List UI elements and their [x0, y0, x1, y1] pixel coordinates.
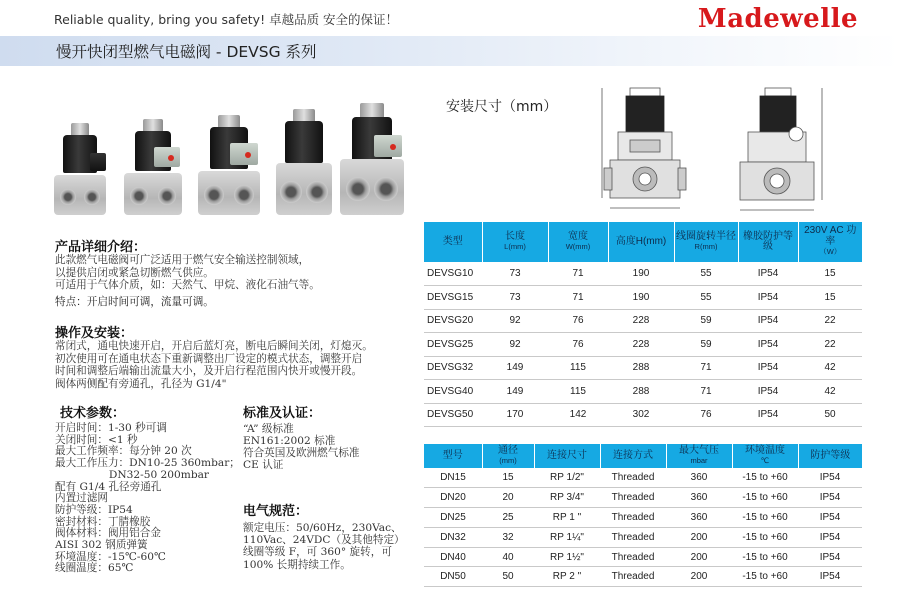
- table-cell: 20: [482, 488, 534, 508]
- table-cell: 15: [798, 262, 862, 286]
- table-cell: RP 1 ": [534, 508, 600, 528]
- table-cell: 73: [482, 286, 548, 310]
- table-cell: 200: [666, 527, 732, 547]
- table-cell: 360: [666, 468, 732, 488]
- valve-photo-3: [198, 115, 260, 215]
- table-cell: 22: [798, 309, 862, 333]
- operation-line: 常闭式，通电快速开启，开启后蓝灯亮，断电后瞬间关闭，灯熄灭。: [55, 340, 373, 352]
- table-cell: -15 to +60: [732, 468, 798, 488]
- table-row: [424, 547, 862, 567]
- table-cell: 228: [608, 333, 674, 357]
- table-row: [424, 403, 862, 427]
- feature-text: 特点：开启时间可调，流量可调。: [55, 296, 214, 308]
- table-cell: 71: [674, 356, 738, 380]
- table-cell: 40: [482, 547, 534, 567]
- col-header: 环境温度 ℃: [732, 444, 798, 468]
- table-row: [424, 508, 862, 528]
- table-cell: DEVSG50: [424, 403, 482, 427]
- table-cell: DEVSG15: [424, 286, 482, 310]
- tech-heading: 技术参数：: [60, 406, 126, 421]
- table-cell: 92: [482, 309, 548, 333]
- table-cell: IP54: [798, 567, 862, 587]
- col-header: 连接尺寸: [534, 444, 600, 468]
- operation-line: 阀体两侧配有旁通孔，孔径为 G1/4": [55, 377, 227, 390]
- slogan: Reliable quality, bring you safety! 卓越品质 安全的保证！: [54, 12, 399, 27]
- table-row: [424, 567, 862, 587]
- tech-line: 关闭时间：<1 秒: [55, 433, 138, 446]
- table-cell: RP 1/2": [534, 468, 600, 488]
- table-cell: 92: [482, 333, 548, 357]
- table-cell: DEVSG10: [424, 262, 482, 286]
- table-cell: 71: [548, 286, 608, 310]
- table-cell: IP54: [798, 527, 862, 547]
- table-cell: IP54: [798, 468, 862, 488]
- tech-line: 线圈温度：65℃: [55, 562, 134, 575]
- table-cell: Threaded: [600, 488, 666, 508]
- table-cell: 76: [674, 403, 738, 427]
- table-cell: 50: [482, 567, 534, 587]
- tech-line: 环境温度：-15℃-60℃: [55, 550, 166, 563]
- standards-heading: 标准及认证：: [243, 406, 322, 421]
- table-cell: 76: [548, 333, 608, 357]
- table-cell: 73: [482, 262, 548, 286]
- col-header: 长度 L(mm): [482, 222, 548, 262]
- table-cell: RP 1½": [534, 547, 600, 567]
- table-cell: 360: [666, 508, 732, 528]
- table-cell: IP54: [798, 488, 862, 508]
- table-cell: 149: [482, 380, 548, 404]
- table-cell: 200: [666, 547, 732, 567]
- electrical-line: 额定电压：50/60Hz，230Vac、: [243, 522, 402, 534]
- col-header: 防护等级: [798, 444, 862, 468]
- table-cell: 25: [482, 508, 534, 528]
- table-row: [424, 262, 862, 286]
- operation-line: 时间和调整后端输出流量大小，及开启行程范围内快开或慢开段。: [55, 365, 363, 378]
- table-cell: 228: [608, 309, 674, 333]
- table-row: [424, 356, 862, 380]
- table-cell: 115: [548, 356, 608, 380]
- table-cell: 55: [674, 262, 738, 286]
- table-cell: DN40: [424, 547, 482, 567]
- table-cell: Threaded: [600, 508, 666, 528]
- page-title: 慢开快闭型燃气电磁阀 - DEVSG 系列: [56, 43, 317, 61]
- tech-line: 最大工作压力：DN10-25 360mbar；: [55, 457, 240, 470]
- intro-line: 此款燃气电磁阀可广泛适用于燃气安全输送控制领域，: [55, 254, 310, 266]
- table-cell: 190: [608, 286, 674, 310]
- table-cell: DN50: [424, 567, 482, 587]
- electrical-text: [243, 522, 405, 571]
- table-cell: 71: [674, 380, 738, 404]
- table-cell: DEVSG32: [424, 356, 482, 380]
- table-cell: 190: [608, 262, 674, 286]
- standards-line: 符合英国及欧洲燃气标准: [243, 447, 360, 459]
- table-row: [424, 333, 862, 357]
- tech-line: 最大工作频率：每分钟 20 次: [55, 445, 192, 458]
- electrical-line: 110Vac、24VDC（及其他特定）: [243, 534, 405, 547]
- table-cell: -15 to +60: [732, 527, 798, 547]
- table-cell: 149: [482, 356, 548, 380]
- table-row: [424, 468, 862, 488]
- electrical-line: 100% 长期持续工作。: [243, 558, 351, 571]
- tech-line: 阀体材料：阀用铝合金: [55, 527, 161, 540]
- table-cell: DN25: [424, 508, 482, 528]
- table-cell: 55: [674, 286, 738, 310]
- table-cell: 115: [548, 380, 608, 404]
- table-cell: Threaded: [600, 547, 666, 567]
- intro-line: 以提供启闭或紧急切断燃气供应。: [55, 266, 214, 279]
- table-cell: DN32: [424, 527, 482, 547]
- standards-line: “A” 级标准: [243, 423, 294, 435]
- col-header: 最大气压 mbar: [666, 444, 732, 468]
- table-cell: DEVSG25: [424, 333, 482, 357]
- table-cell: 42: [798, 356, 862, 380]
- table-cell: 42: [798, 380, 862, 404]
- table-cell: -15 to +60: [732, 488, 798, 508]
- table-cell: 59: [674, 309, 738, 333]
- table-cell: 76: [548, 309, 608, 333]
- tech-line: 防护等级：IP54: [55, 503, 133, 516]
- col-header: 连接方式: [600, 444, 666, 468]
- table-cell: IP54: [798, 547, 862, 567]
- valve-photo-4: [276, 109, 332, 215]
- valve-photo-1: [54, 123, 106, 215]
- table-cell: 50: [798, 403, 862, 427]
- product-photos: [40, 100, 405, 215]
- col-header: 型号: [424, 444, 482, 468]
- tech-line: 密封材料：丁腈橡胶: [55, 515, 151, 528]
- col-header: 230V AC 功率 （W）: [798, 222, 862, 262]
- electrical-heading: 电气规范：: [243, 504, 309, 519]
- table-cell: 170: [482, 403, 548, 427]
- standards-line: CE 认证: [243, 459, 284, 471]
- table-cell: IP54: [738, 380, 798, 404]
- tech-line: 配有 G1/4 孔径旁通孔: [55, 480, 162, 493]
- standards-line: EN161:2002 标准: [243, 435, 336, 447]
- table-cell: 360: [666, 488, 732, 508]
- intro-text: [55, 254, 320, 292]
- table-row: [424, 286, 862, 310]
- table-row: [424, 380, 862, 404]
- col-header: 线圈旋转半径 R(mm): [674, 222, 738, 262]
- table-row: [424, 309, 862, 333]
- table-row: [424, 527, 862, 547]
- valve-photo-5: [340, 103, 404, 215]
- operation-line: 初次使用可在通电状态下重新调整出厂设定的模式状态，调整开启: [55, 352, 363, 365]
- standards-text: [243, 423, 360, 471]
- table-cell: -15 to +60: [732, 567, 798, 587]
- table-cell: IP54: [738, 356, 798, 380]
- table-row: [424, 488, 862, 508]
- table-cell: 200: [666, 567, 732, 587]
- table-cell: 59: [674, 333, 738, 357]
- brand-logo: Madewelle: [697, 4, 858, 34]
- tech-line: DN32-50 200mbar: [55, 468, 209, 481]
- table-cell: IP54: [798, 508, 862, 528]
- table-cell: DN20: [424, 488, 482, 508]
- table-cell: 288: [608, 380, 674, 404]
- col-header: 橡胶防护等级: [738, 222, 798, 262]
- electrical-line: 线圈等级 F，可 360° 旋转，可: [243, 546, 392, 559]
- table-cell: IP54: [738, 309, 798, 333]
- dimensions-table: [424, 222, 862, 427]
- table-cell: IP54: [738, 403, 798, 427]
- table-cell: Threaded: [600, 567, 666, 587]
- col-header: 类型: [424, 222, 482, 262]
- table-cell: 15: [798, 286, 862, 310]
- table-cell: IP54: [738, 286, 798, 310]
- table-cell: DEVSG40: [424, 380, 482, 404]
- table-cell: RP 2 ": [534, 567, 600, 587]
- table-cell: Threaded: [600, 527, 666, 547]
- table-cell: -15 to +60: [732, 508, 798, 528]
- table-cell: 142: [548, 403, 608, 427]
- valve-photo-2: [124, 119, 182, 215]
- col-header: 高度H(mm): [608, 222, 674, 262]
- table-cell: RP 1¼": [534, 527, 600, 547]
- operation-heading: 操作及安装：: [55, 326, 134, 341]
- col-header: 宽度 W(mm): [548, 222, 608, 262]
- tech-text: [55, 423, 240, 575]
- intro-line: 可适用于气体介质，如：天然气、甲烷、液化石油气等。: [55, 279, 320, 292]
- intro-heading: 产品详细介绍：: [55, 240, 147, 255]
- table-cell: DN15: [424, 468, 482, 488]
- table-cell: 32: [482, 527, 534, 547]
- tech-line: 开启时间：1-30 秒可调: [55, 422, 167, 434]
- tech-line: AISI 302 钢质弹簧: [55, 539, 148, 552]
- tech-line: 内置过滤网: [55, 492, 108, 505]
- table-cell: 22: [798, 333, 862, 357]
- table-cell: 288: [608, 356, 674, 380]
- table-cell: DEVSG20: [424, 309, 482, 333]
- connection-table: [424, 444, 862, 587]
- table-cell: Threaded: [600, 468, 666, 488]
- table-cell: IP54: [738, 262, 798, 286]
- table-cell: 302: [608, 403, 674, 427]
- dimension-drawing: [600, 84, 840, 222]
- table-cell: 15: [482, 468, 534, 488]
- operation-text: [55, 340, 373, 390]
- table-cell: RP 3/4": [534, 488, 600, 508]
- table-cell: -15 to +60: [732, 547, 798, 567]
- col-header: 通径 (mm): [482, 444, 534, 468]
- table-cell: IP54: [738, 333, 798, 357]
- dimensions-label: 安装尺寸（mm）: [446, 99, 558, 115]
- table-cell: 71: [548, 262, 608, 286]
